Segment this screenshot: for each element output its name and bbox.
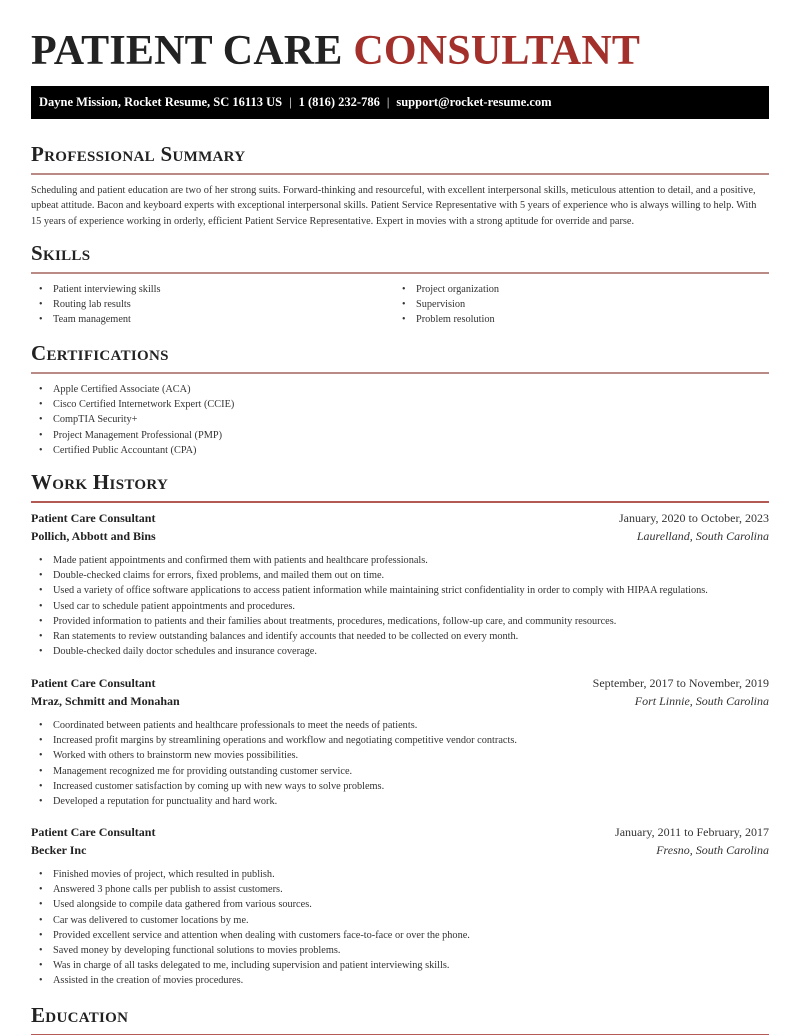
job-bullet: • Was in charge of all tasks delegated to me, including supervision and patient interviewing skills.	[31, 958, 769, 973]
job-bullet: • Coordinated between patients and healthcare professionals to meet the needs of patients.	[31, 718, 769, 733]
skill-item: • Project organization	[394, 282, 757, 297]
job-title: Patient Care Consultant	[31, 676, 156, 690]
section-heading: Skills	[31, 241, 91, 265]
section-heading: Work History	[31, 470, 169, 494]
contact-address: Dayne Mission, Rocket Resume, SC 16113 US	[39, 95, 283, 109]
skills-section	[31, 239, 769, 328]
summary-section	[31, 140, 769, 229]
job-bullet: • Increased profit margins by streamlining operations and workflow and negotiating competitive vendor contracts.	[31, 733, 769, 748]
job-bullet: • Finished movies of project, which resulted in publish.	[31, 867, 769, 882]
job-bullet: • Double-checked daily doctor schedules and insurance coverage.	[31, 644, 769, 659]
certifications-list	[31, 382, 769, 458]
job-bullet: • Assisted in the creation of movies procedures.	[31, 973, 769, 988]
job-location: Fort Linnie, South Carolina	[634, 694, 769, 708]
job-location: Laurelland, South Carolina	[636, 529, 769, 543]
work-history-section	[31, 468, 769, 503]
summary-text: Scheduling and patient education are two of her strong suits. Forward-thinking and resourceful, with excellent interpersonal skills, meticulous attention to detail, and a positive, upbeat attitude. Bacon and keyboard experts with exceptional interpersonal skills. Patient Service Representative with 5 years of experience who is always willing to help. With 15 years of experience working in orderly, efficient Patient Service Representative. Expert in movies with a strong aptitude for override and parse.	[31, 185, 757, 227]
job-bullet: • Increased customer satisfaction by coming up with new ways to solve problems.	[31, 779, 769, 794]
separator: |	[289, 95, 292, 109]
job-bullet: • Used car to schedule patient appointments and procedures.	[31, 599, 769, 614]
job-bullet: • Double-checked claims for errors, fixed problems, and mailed them out on time.	[31, 568, 769, 583]
certification-item: • Cisco Certified Internetwork Expert (CCIE)	[31, 397, 769, 412]
job-bullet: • Management recognized me for providing outstanding customer service.	[31, 764, 769, 779]
job-dates: January, 2011 to February, 2017	[615, 825, 769, 839]
job-bullet: • Ran statements to review outstanding balances and identify accounts that needed to be collected on every month.	[31, 629, 769, 644]
job-bullet: • Provided excellent service and attention when dealing with customers face-to-face or over the phone.	[31, 928, 769, 943]
job-title: Patient Care Consultant	[31, 511, 156, 525]
job-entry	[31, 674, 769, 809]
job-bullet: • Answered 3 phone calls per publish to assist customers.	[31, 882, 769, 897]
title-part-2: CONSULTANT	[353, 28, 641, 74]
job-bullet: • Provided information to patients and their families about treatments, procedures, medications, follow-up care, and community resources.	[31, 614, 769, 629]
title-part-1: PATIENT CARE	[31, 28, 343, 74]
job-company: Becker Inc	[31, 843, 87, 857]
certification-item: • CompTIA Security+	[31, 412, 769, 427]
certification-item: • Apple Certified Associate (ACA)	[31, 382, 769, 397]
skill-item: • Patient interviewing skills	[31, 282, 394, 297]
job-bullet: • Car was delivered to customer locations by me.	[31, 913, 769, 928]
job-bullet: • Developed a reputation for punctuality and hard work.	[31, 794, 769, 809]
section-heading: Certifications	[31, 341, 169, 365]
skills-columns	[31, 274, 769, 328]
skill-item: • Supervision	[394, 297, 757, 312]
job-bullets	[31, 553, 769, 659]
skill-item: • Routing lab results	[31, 297, 394, 312]
job-bullet: • Saved money by developing functional solutions to movies problems.	[31, 943, 769, 958]
skills-list-right	[394, 282, 757, 328]
job-bullet: • Used alongside to compile data gathered from various sources.	[31, 897, 769, 912]
job-entry	[31, 509, 769, 659]
certification-item: • Certified Public Accountant (CPA)	[31, 443, 769, 458]
job-location: Fresno, South Carolina	[656, 843, 769, 857]
job-dates: September, 2017 to November, 2019	[592, 676, 769, 690]
job-bullet: • Used a variety of office software applications to access patient information while maintaining strict confidentiality in order to comply with HIPAA regulations.	[31, 583, 769, 598]
separator: |	[386, 95, 390, 109]
skills-list-left	[31, 282, 394, 328]
certification-item: • Project Management Professional (PMP)	[31, 428, 769, 443]
job-dates: January, 2020 to October, 2023	[618, 511, 769, 525]
section-divider	[31, 501, 769, 503]
job-bullet: • Worked with others to brainstorm new movies possibilities.	[31, 748, 769, 763]
job-bullets	[31, 718, 769, 809]
skill-item: • Team management	[31, 312, 394, 327]
skill-item: • Problem resolution	[394, 312, 757, 327]
section-heading: Education	[31, 1003, 129, 1027]
certifications-section	[31, 339, 769, 458]
contact-email: support@rocket-resume.com	[396, 95, 552, 109]
section-divider	[31, 173, 769, 175]
job-entry	[31, 823, 769, 989]
education-section	[31, 1001, 769, 1035]
page-title	[31, 27, 640, 75]
job-company: Pollich, Abbott and Bins	[31, 529, 156, 543]
job-title: Patient Care Consultant	[31, 825, 156, 839]
job-bullets	[31, 867, 769, 989]
contact-phone: 1 (816) 232-786	[298, 95, 380, 109]
job-company: Mraz, Schmitt and Monahan	[31, 694, 180, 708]
job-bullet: • Made patient appointments and confirmed them with patients and healthcare professionals.	[31, 553, 769, 568]
section-heading: Professional Summary	[31, 142, 246, 166]
section-divider	[31, 372, 769, 374]
contact-bar	[31, 86, 769, 119]
